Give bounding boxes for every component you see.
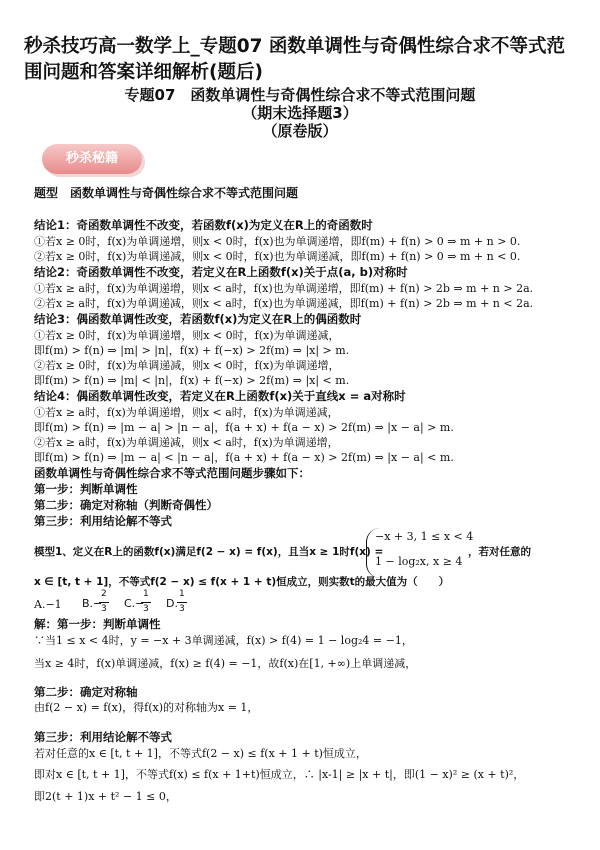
document-title: 秒杀技巧高一数学上_专题07 函数单调性与奇偶性综合求不等式范围问题和答案详细解析(题后)	[24, 36, 565, 83]
option-d-numerator: 1	[179, 589, 185, 599]
step-3: 第三步：利用结论解不等式	[34, 514, 172, 528]
conclusion-2-line-1: ①若x ≥ a时，f(x)为单调递增，则x < a时，f(x)也为单调递增，即f(m) + f(n) > 2b ⇒ m + n > 2a.	[34, 282, 534, 295]
solution-line-3: 由f(2 − x) = f(x)，得f(x)的对称轴为x = 1，	[34, 701, 259, 714]
conclusion-2-heading: 结论2：奇函数单调性不改变，若定义在R上函数f(x)关于点(a, b)对称时	[34, 265, 408, 279]
steps-heading: 函数单调性与奇偶性综合求不等式范围问题步骤如下：	[34, 466, 310, 480]
option-d-label: D.	[166, 597, 178, 610]
piecewise-brace	[366, 528, 474, 578]
model-1-statement: 模型1、定义在R上的函数f(x)满足f(2 − x) = f(x)，且当x ≥ 1时f(x) =	[34, 546, 384, 558]
solution-line-2: 当x ≥ 4时，f(x)单调递减，f(x) ≥ f(4) = −1，故f(x)在[1, +∞)上单调递减，	[34, 657, 417, 670]
conclusion-3-line-3: ②若x ≥ 0时，f(x)为单调递减，则x < 0时，f(x)为单调递增，	[34, 359, 340, 372]
conclusion-4-line-3: ②若x ≥ a时，f(x)为单调递减，则x < a时，f(x)为单调递增，	[34, 436, 339, 449]
conclusion-3-line-1: ①若x ≥ 0时，f(x)为单调递增，则x < 0时，f(x)为单调递减，	[34, 329, 340, 342]
option-d-denominator: 3	[179, 604, 185, 614]
subtitle-exam: （期末选择题3）	[242, 104, 358, 122]
solution-line-1: ∵当1 ≤ x < 4时，y = −x + 3单调递减，f(x) > f(4) = 1 − log₂4 = −1，	[34, 634, 413, 647]
piecewise-case-1: −x + 3, 1 ≤ x < 4	[375, 530, 474, 543]
secret-tips-badge: 秒杀秘籍	[42, 144, 142, 174]
option-b-numerator: 2	[101, 589, 107, 599]
conclusion-3-line-2: 即f(m) > f(n) ⇒ |m| > |n|，f(x) + f(−x) > 2f(m) ⇒ |x| > m.	[34, 344, 350, 357]
conclusion-1-heading: 结论1：奇函数单调性不改变，若函数f(x)为定义在R上的奇函数时	[34, 218, 373, 232]
conclusion-1-line-1: ①若x ≥ 0时，f(x)为单调递增，则x < 0时，f(x)也为单调递增，即f(m) + f(n) > 0 ⇒ m + n > 0.	[34, 235, 521, 248]
conclusion-4-line-1: ①若x ≥ a时，f(x)为单调递增，则x < a时，f(x)为单调递减，	[34, 406, 339, 419]
conclusion-4-line-4: 即f(m) > f(n) ⇒ |m − a| < |n − a|，f(a + x) + f(a − x) > 2f(m) ⇒ |x − a| < m.	[34, 451, 454, 464]
piecewise-case-2: 1 − log₂x, x ≥ 4	[375, 555, 463, 568]
solution-step-1-heading: 解：第一步：判断单调性	[34, 617, 161, 631]
option-c-denominator: 3	[143, 604, 149, 614]
step-2: 第二步：确定对称轴（判断奇偶性）	[34, 498, 218, 512]
solution-line-4: 若对任意的x ∈ [t, t + 1]，不等式f(2 − x) ≤ f(x + 1 + t)恒成立，	[34, 747, 367, 760]
option-c-label: C.−	[124, 597, 145, 610]
model-1-statement-tail: ，若对任意的	[468, 546, 531, 558]
option-b-denominator: 3	[101, 604, 107, 614]
subtitle: 专题07 函数单调性与奇偶性综合求不等式范围问题	[124, 86, 476, 104]
option-b-label: B.−	[82, 597, 103, 610]
solution-line-5: 即对x ∈ [t, t + 1]，不等式f(x) ≤ f(x + 1+t)恒成立，∴ |x-1| ≥ |x + t|，即(1 − x)² ≥ (x + t)²，	[34, 768, 525, 781]
conclusion-4-heading: 结论4：偶函数单调性改变，若定义在R上函数f(x)关于直线x = a对称时	[34, 389, 406, 403]
option-a: A.−1	[34, 598, 62, 611]
conclusion-4-line-2: 即f(m) > f(n) ⇒ |m − a| > |n − a|，f(a + x) + f(a − x) > 2f(m) ⇒ |x − a| > m.	[34, 421, 454, 434]
section-title: 题型 函数单调性与奇偶性综合求不等式范围问题	[34, 186, 299, 200]
model-1-condition: x ∈ [t, t + 1]，不等式f(2 − x) ≤ f(x + 1 + t)恒成立，则实数t的最大值为（ ）	[34, 576, 450, 588]
step-1: 第一步：判断单调性	[34, 482, 138, 496]
conclusion-3-line-4: 即f(m) > f(n) ⇒ |m| < |n|，f(x) + f(−x) > 2f(m) ⇒ |x| < m.	[34, 374, 350, 387]
solution-line-6: 即2(t + 1)x + t² − 1 ≤ 0，	[34, 790, 177, 803]
conclusion-2-line-2: ②若x ≥ a时，f(x)为单调递减，则x < a时，f(x)也为单调递减，即f(m) + f(n) > 2b ⇒ m + n < 2a.	[34, 297, 534, 310]
subtitle-version: （原卷版）	[262, 122, 338, 140]
option-c-numerator: 1	[143, 589, 149, 599]
solution-step-2-heading: 第二步：确定对称轴	[34, 685, 138, 699]
conclusion-3-heading: 结论3：偶函数单调性改变，若函数f(x)为定义在R上的偶函数时	[34, 312, 362, 326]
conclusion-1-line-2: ②若x ≥ 0时，f(x)为单调递减，则x < 0时，f(x)也为单调递减，即f(m) + f(n) > 0 ⇒ m + n < 0.	[34, 250, 521, 263]
solution-step-3-heading: 第三步：利用结论解不等式	[34, 730, 172, 744]
